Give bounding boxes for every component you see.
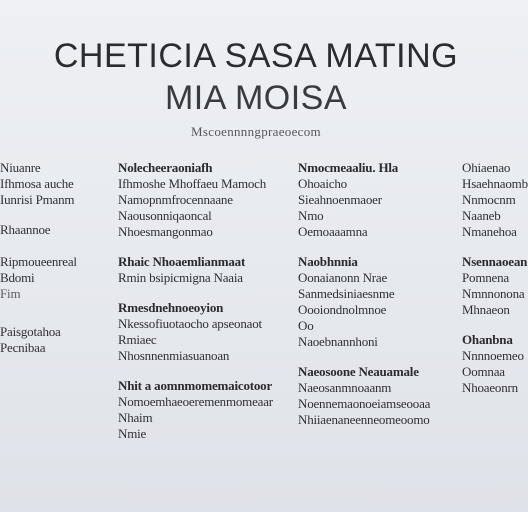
document-title: [0, 36, 512, 118]
text-line: Rhaic Nhoaemlianmaat: [118, 254, 246, 269]
text-line: Paisgotahoa: [0, 324, 61, 339]
column-2: [118, 160, 283, 454]
text-line: Sanmedsiniaesnme: [298, 286, 395, 301]
column-group: [298, 160, 458, 240]
text-line: Nolecheeraoniafh: [118, 160, 213, 175]
text-line: Ifhmoshe Mhoffaeu Mamoch: [118, 176, 267, 191]
text-line: Iunrisi Pmanm: [0, 192, 75, 207]
column-group: [118, 254, 283, 286]
text-line: Nomoemhaeoeremenmomeaar: [118, 394, 273, 409]
column-group: [0, 324, 82, 356]
text-line: Nmocmeaaliu. Hla: [298, 160, 399, 175]
text-line: Rmiaec: [118, 332, 157, 347]
column-group: [118, 378, 283, 442]
text-line: Fim: [0, 286, 21, 301]
text-line: Oomnaa: [462, 364, 505, 379]
column-group: [118, 300, 283, 364]
text-line: Mhnaeon: [462, 302, 510, 317]
text-line: Naeosanmnoaanm: [298, 380, 392, 395]
column-3: [298, 160, 458, 440]
text-line: Niuanre: [0, 160, 41, 175]
text-line: Oo: [298, 318, 314, 333]
text-line: Pecnibaa: [0, 340, 46, 355]
text-line: Naaneb: [462, 208, 501, 223]
column-group: [298, 364, 458, 428]
text-line: Nhit a aomnmomemaicotoor: [118, 378, 273, 393]
text-line: Rmin bsipicmigna Naaia: [118, 270, 243, 285]
text-line: Nhiiaenaneenneomeoomo: [298, 412, 430, 427]
text-line: Nhosnnenmiasuanoan: [118, 348, 230, 363]
column-group: [462, 254, 528, 318]
text-line: Rhaannoe: [0, 222, 51, 237]
text-line: Nkessofiuotaocho apseonaot: [118, 316, 262, 331]
column-group: [0, 254, 82, 302]
text-line: Nmnnonona: [462, 286, 525, 301]
text-line: Nmo: [298, 208, 324, 223]
text-line: Oooiondnolmnoe: [298, 302, 387, 317]
text-line: Nhoesmangonmao: [118, 224, 213, 239]
text-line: Nhoaeonrn: [462, 380, 518, 395]
text-line: Naobhnnia: [298, 254, 358, 269]
text-line: Rmesdnehnoeoyion: [118, 300, 224, 315]
text-line: Nnnnoemeo: [462, 348, 524, 363]
text-line: Nnmocnm: [462, 192, 516, 207]
document-subtitle: Mscoennnngpraeoecom: [191, 124, 321, 139]
text-line: Bdomi: [0, 270, 35, 285]
column-group: [462, 332, 524, 396]
text-line: Pomnena: [462, 270, 509, 285]
text-line: Naeosoone Neauamale: [298, 364, 419, 379]
title-line-2: MIA MOISA: [164, 79, 348, 117]
column-group: [0, 160, 82, 208]
text-line: Nhaim: [118, 410, 153, 425]
column-group: [0, 222, 82, 238]
column-4: [462, 160, 528, 408]
text-line: Naoebnannhoni: [298, 334, 378, 349]
text-line: Hsaehnaomb: [462, 176, 528, 191]
text-line: Ohanbna: [462, 332, 513, 347]
title-line-1: CHETICIA SASA MATING: [53, 37, 459, 75]
text-line: Nsennaoean: [462, 254, 528, 269]
text-line: Sieahnoenmaoer: [298, 192, 382, 207]
text-line: Noennemaonoeiamseooaa: [298, 396, 431, 411]
text-line: Ifhmosa auche: [0, 176, 74, 191]
text-line: Ripmoueenreal: [0, 254, 77, 269]
text-line: Oemoaaamna: [298, 224, 368, 239]
text-line: Ohiaenao: [462, 160, 511, 175]
text-line: Nmie: [118, 426, 147, 441]
column-group: [118, 160, 283, 240]
text-line: Nmanehoa: [462, 224, 517, 239]
text-line: Ohoaicho: [298, 176, 347, 191]
column-1: [0, 160, 82, 368]
text-line: Naousonniqaoncal: [118, 208, 212, 223]
column-group: [462, 160, 528, 240]
column-group: [298, 254, 458, 350]
text-line: Oonaianonn Nrae: [298, 270, 388, 285]
text-line: Namopnmfrocennaane: [118, 192, 233, 207]
